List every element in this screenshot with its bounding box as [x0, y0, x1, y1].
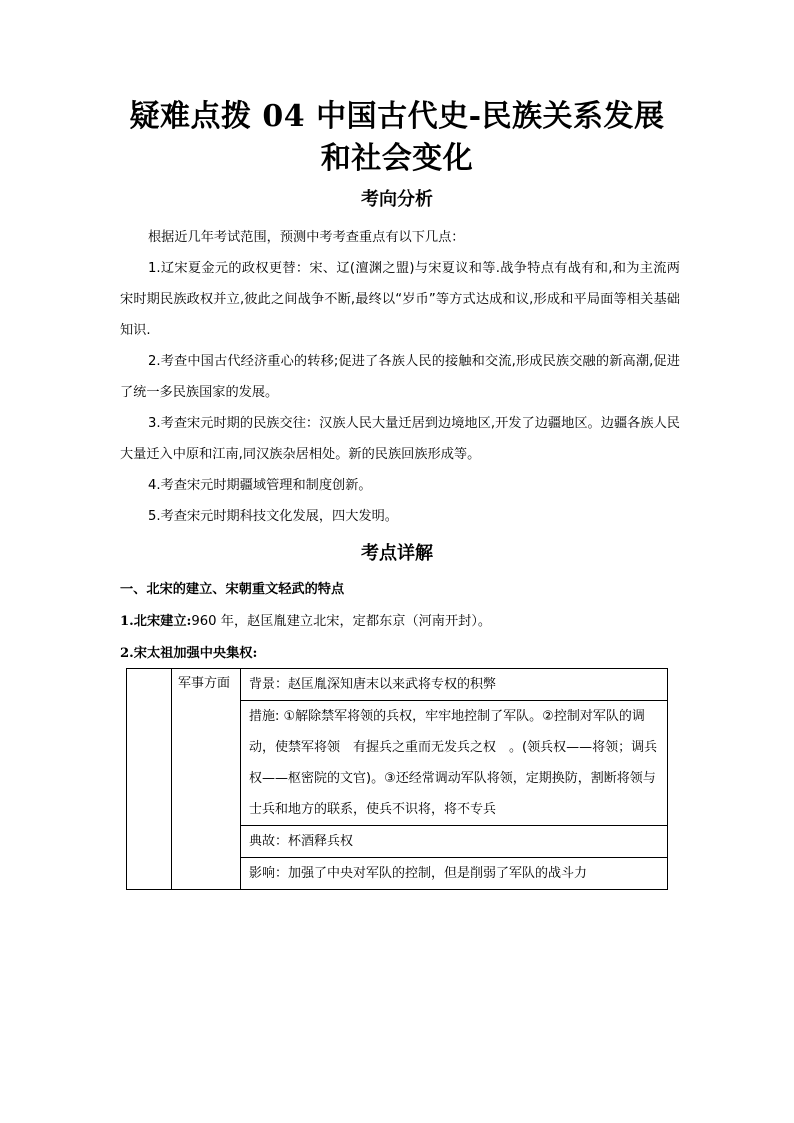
point-5-text: 5.考查宋元时期科技文化发展，四大发明。 [148, 509, 398, 524]
item-2 [120, 644, 680, 664]
title-line-2: 和社会变化 [320, 141, 474, 176]
table-cell-impact: 影响：加强了中央对军队的控制，但是削弱了军队的战斗力 [241, 858, 668, 890]
table-cell-background: 背景：赵匡胤深知唐末以来武将专权的积弊 [241, 669, 668, 701]
table-cell-measures: 措施: ①解除禁军将领的兵权，牢牢地控制了军队。②控制对军队的调动，使禁军将领 有握兵之重而无发兵之权 。(领兵权——将领；调兵权——枢密院的文官)。③还经常调动军队将领，定期换防，割断将领与士兵和地方的联系，使兵不识将，将不专兵 [241, 701, 668, 826]
point-5 [120, 501, 680, 532]
point-4 [120, 470, 680, 501]
item-1-text: 960 年，赵匡胤建立北宋，定都东京（河南开封）。 [191, 614, 492, 629]
point-2 [120, 346, 680, 408]
table-category-cell: 军事方面 [172, 669, 241, 890]
point-4-text: 4.考查宋元时期疆域管理和制度创新。 [148, 478, 372, 493]
table-row [127, 669, 668, 701]
subheading-1 [120, 580, 680, 600]
subheading-1-text: 一、北宋的建立、宋朝重文轻武的特点 [120, 582, 345, 597]
table-cell-allusion: 典故：杯酒释兵权 [241, 826, 668, 858]
table-blank-cell [127, 669, 172, 890]
point-3 [120, 408, 680, 470]
intro-paragraph [120, 222, 680, 253]
item-1 [120, 612, 680, 632]
intro-text: 根据近几年考试范围，预测中考考查重点有以下几点： [148, 230, 465, 245]
item-1-label: 1.北宋建立: [120, 614, 192, 629]
point-1 [120, 253, 680, 346]
point-1-text: 1.辽宋夏金元的政权更替：宋、辽(澶渊之盟)与宋夏议和等.战争特点有战有和,和为主流两宋时期民族政权并立,彼此之间战争不断,最终以“岁币”等方式达成和议,形成和平局面等相关基础知识. [120, 261, 680, 338]
point-3-text: 3.考查宋元时期的民族交往：汉族人民大量迁居到边境地区,开发了边疆地区。边疆各族人民大量迁入中原和江南,同汉族杂居相处。新的民族回族形成等。 [120, 416, 680, 462]
measures-table [126, 668, 668, 890]
item-2-label: 2.宋太祖加强中央集权: [120, 646, 258, 661]
section-heading-details: 考点详解 [361, 543, 433, 564]
section-heading-analysis: 考向分析 [361, 189, 433, 210]
document-title [60, 96, 734, 180]
point-2-text: 2.考查中国古代经济重心的转移;促进了各族人民的接触和交流,形成民族交融的新高潮,促进了统一多民族国家的发展。 [120, 354, 680, 400]
title-line-1: 疑难点拨 04 中国古代史-民族关系发展 [129, 99, 665, 134]
